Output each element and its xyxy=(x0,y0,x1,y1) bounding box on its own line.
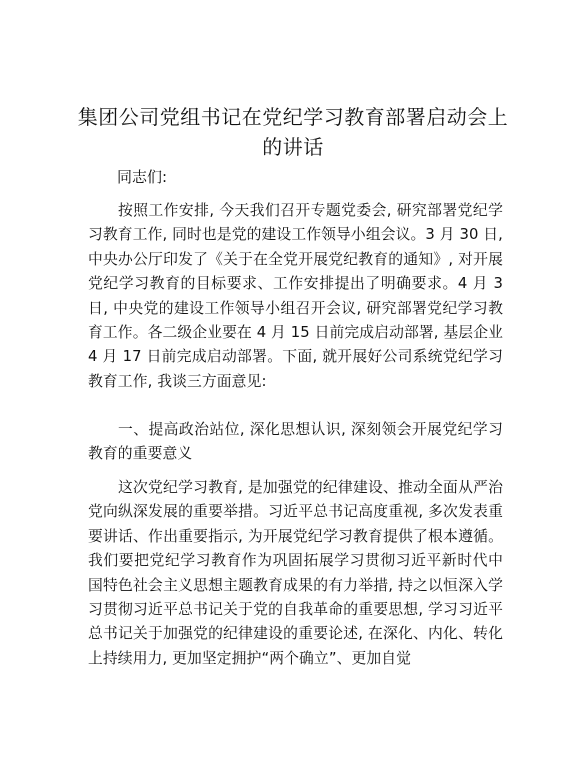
salutation: 同志们: xyxy=(117,168,168,186)
section-heading-1: 一、提高政治站位, 深化思想认识, 深刻领会开展党纪学习教育的重要意义 xyxy=(88,421,503,463)
paragraph-intro: 按照工作安排, 今天我们召开专题党委会, 研究部署党纪学习教育工作, 同时也是党的建设工作领导小组会议。3 月 30 日, 中央办公厅印发了《关于在全党开展党纪教育的通知》, 对开展党纪学习教育的目标要求、工作安排提出了明确要求。4 月 3 日, 中央党的建设工作领导小组召开会议, 研究部署党纪学习教育工作。各二级企业要在 4 月 15 日前完成启动部署, 基层企业 4 月 17 日前完成启动部署。下面, 就开展好公司系统党纪学习教育工作, 我谈三方面意见: xyxy=(88,202,503,390)
paragraph-section-1: 这次党纪学习教育, 是加强党的纪律建设、推动全面从严治党向纵深发展的重要举措。习近平总书记高度重视, 多次发表重要讲话、作出重要指示, 为开展党纪学习教育提供了根本遵循。我们要把党纪学习教育作为巩固拓展学习贯彻习近平新时代中国特色社会主义思想主题教育成果的有力举措, 持之以恒深入学习贯彻习近平总书记关于党的自我革命的重要思想, 学习习近平总书记关于加强党的纪律建设的重要论述, 在深化、内化、转化上持续用力, 更加坚定拥护“两个确立”、更加自觉 xyxy=(88,479,503,667)
document-title: 集团公司党组书记在党纪学习教育部署启动会上的讲话 xyxy=(77,105,509,159)
